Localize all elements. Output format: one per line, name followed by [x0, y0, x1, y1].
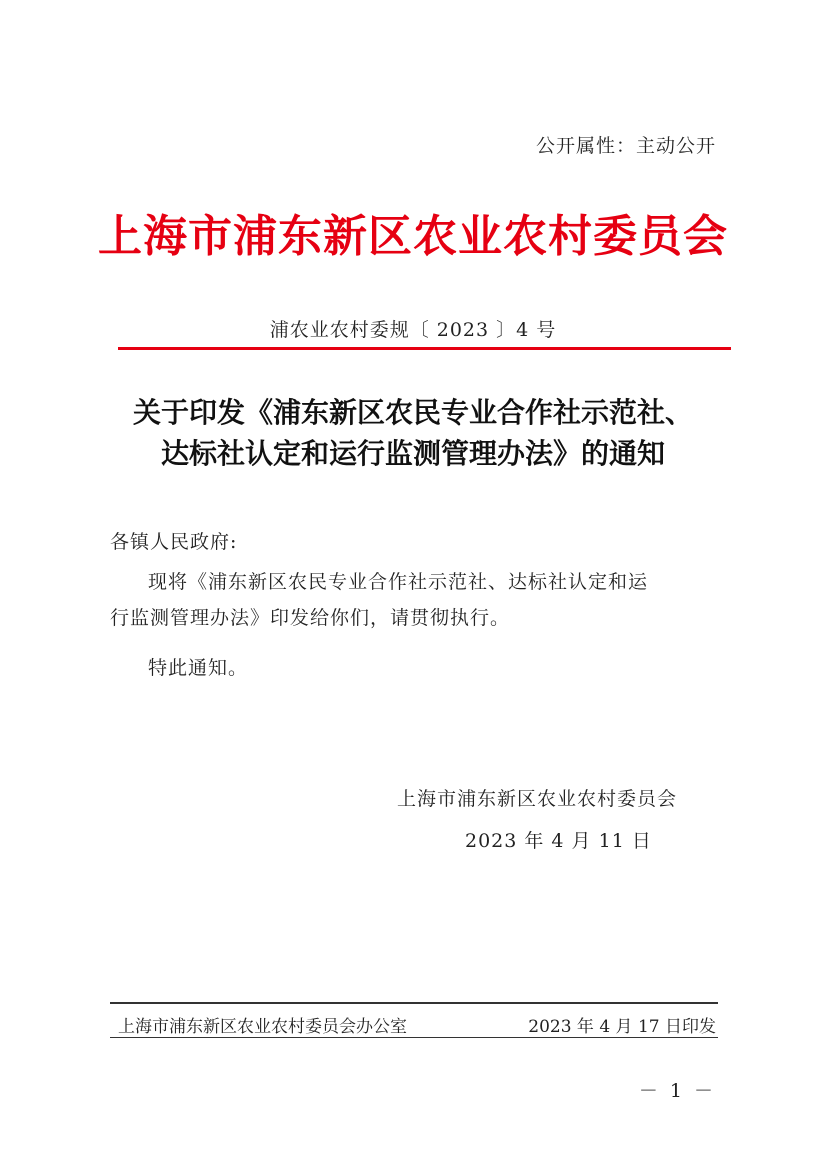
salutation: 各镇人民政府: [110, 531, 238, 553]
body-paragraph-line-1: 现将《浦东新区农民专业合作社示范社、达标社认定和运 [148, 571, 649, 593]
footer-office: 上海市浦东新区农业农村委员会办公室 [118, 1017, 407, 1037]
signature-date: 2023 年 4 月 11 日 [465, 830, 652, 852]
body-paragraph-line-2: 行监测管理办法》印发给你们，请贯彻执行。 [110, 607, 511, 629]
closing-remark: 特此通知。 [148, 657, 249, 679]
notice-title-line-2: 达标社认定和运行监测管理办法》的通知 [160, 437, 665, 470]
red-divider [118, 347, 731, 350]
issuer-title: 上海市浦东新区农业农村委员会 [98, 211, 728, 262]
footer-bottom-rule [110, 1037, 718, 1038]
footer-print-date: 2023 年 4 月 17 日印发 [528, 1017, 716, 1037]
public-attribute: 公开属性：主动公开 [535, 135, 716, 157]
page-number: － 1 － [638, 1080, 716, 1102]
document-number: 浦农业农村委规〔 2023 〕4 号 [269, 319, 557, 341]
signature-organization: 上海市浦东新区农业农村委员会 [397, 788, 678, 810]
notice-title [0, 392, 826, 474]
notice-title-line-1: 关于印发《浦东新区农民专业合作社示范社、 [132, 396, 693, 429]
footer-top-rule [110, 1002, 718, 1004]
